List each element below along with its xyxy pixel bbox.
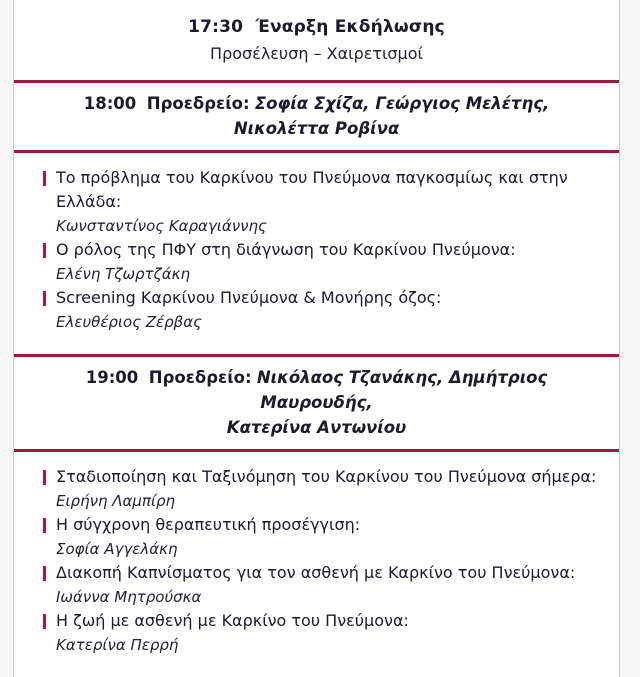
session-1-header-line-1 — [32, 91, 601, 116]
session-2-chairs-line-2: Κατερίνα Αντωνίου — [226, 418, 407, 437]
talk-title: Διακοπή Καπνίσματος για τον ασθενή με Καρκίνο του Πνεύμονα: — [56, 563, 576, 582]
talk-title: Το πρόβλημα του Καρκίνου του Πνεύμονα παγκοσμίως και στην Ελλάδα: — [56, 168, 568, 211]
talk-item — [14, 166, 619, 238]
bullet-bar-icon — [43, 171, 46, 186]
session-2-time-gap — [138, 368, 149, 387]
talk-title: Σταδιοποίηση και Ταξινόμηση του Καρκίνου του Πνεύμονα σήμερα: — [56, 467, 597, 486]
talk-speaker: Ελένη Τζωρτζάκη — [56, 265, 190, 283]
programme-content — [14, 0, 619, 677]
session-2-header — [14, 357, 619, 449]
session-2-chairs-line-1: Νικόλαος Τζανάκης, Δημήτριος Μαυρουδής, — [256, 368, 548, 412]
talk-item — [14, 286, 619, 334]
opening-title: Έναρξη Εκδήλωσης — [255, 17, 445, 37]
talk-item — [14, 238, 619, 286]
session-1-chairs-line-1: Σοφία Σχίζα, Γεώργιος Μελέτης, — [254, 94, 550, 113]
session-2-chair-label: Προεδρείο: — [148, 368, 252, 387]
session-1-time-gap — [136, 94, 147, 113]
session-2-header-line-1 — [32, 365, 601, 415]
bullet-bar-icon — [43, 291, 46, 306]
talk-item — [14, 465, 619, 513]
bullet-bar-icon — [43, 566, 46, 581]
talk-title: Screening Καρκίνου Πνεύμονα & Μονήρης όζος: — [56, 288, 442, 307]
talk-speaker: Σοφία Αγγελάκη — [56, 540, 178, 558]
talk-item — [14, 513, 619, 561]
talk-speaker: Ελευθέριος Ζέρβας — [56, 313, 202, 331]
session-1-header — [14, 83, 619, 150]
talk-speaker: Κατερίνα Περρή — [56, 636, 179, 654]
session-1-time: 18:00 — [83, 94, 137, 113]
opening-title-line — [14, 14, 619, 40]
talk-title: Ο ρόλος της ΠΦΥ στη διάγνωση του Καρκίνου Πνεύμονα: — [56, 240, 516, 259]
bullet-bar-icon — [43, 614, 46, 629]
opening-subtitle: Προσέλευση – Χαιρετισμοί — [210, 44, 423, 63]
opening-time: 17:30 — [188, 17, 244, 37]
talk-item — [14, 561, 619, 609]
programme-page — [13, 0, 620, 677]
opening-spacer — [14, 66, 619, 80]
opening-time-gap — [243, 17, 255, 37]
opening-block — [14, 0, 619, 66]
talk-speaker: Ιωάννα Μητρούσκα — [56, 588, 202, 606]
bullet-bar-icon — [43, 470, 46, 485]
session-gap — [14, 334, 619, 354]
session-1-chair-label: Προεδρείο: — [146, 94, 250, 113]
talk-title: Η ζωή με ασθενή με Καρκίνο του Πνεύμονα: — [56, 611, 409, 630]
bullet-bar-icon — [43, 518, 46, 533]
bullet-bar-icon — [43, 243, 46, 258]
session-2-talks — [14, 452, 619, 657]
talk-item — [14, 609, 619, 657]
talk-speaker: Ειρήνη Λαμπίρη — [56, 492, 176, 510]
talk-title: Η σύγχρονη θεραπευτική προσέγγιση: — [56, 515, 361, 534]
talk-speaker: Κωνσταντίνος Καραγιάννης — [56, 217, 267, 235]
session-1-chairs-line-2: Νικολέττα Ροβίνα — [233, 119, 400, 138]
session-2-time: 19:00 — [85, 368, 139, 387]
session-1-talks — [14, 153, 619, 334]
